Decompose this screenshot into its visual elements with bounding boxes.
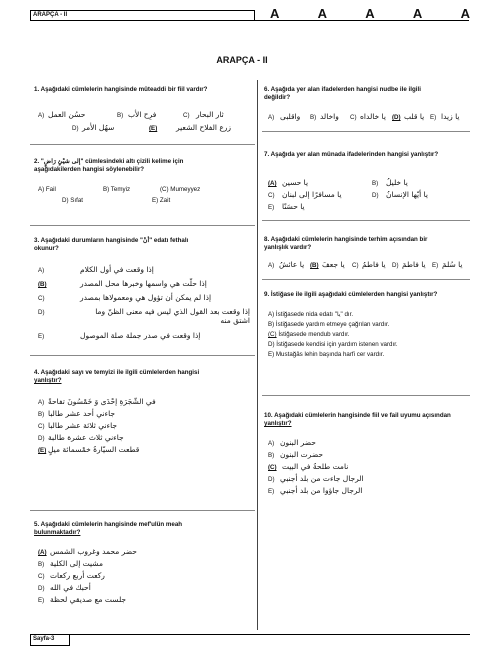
answer-letter-row <box>270 6 470 21</box>
option-label: C) <box>352 262 359 269</box>
question-4-text <box>34 369 199 385</box>
option-text: حضرت البنون <box>280 450 324 459</box>
question-divider <box>30 355 255 356</box>
option-label: C) <box>268 192 275 199</box>
question-8-line1: 8. Aşağıdaki cümlelerin hangisinde terhim açısından bir <box>264 236 428 243</box>
option-label: E) <box>268 488 275 495</box>
option-text: D) İstiğasede kendisi için yardım istenen vardır. <box>268 341 398 348</box>
option-text: زرع الفلاح الشعير <box>176 123 232 132</box>
option-text: A) İstiğasede nida edatı "يا" dır. <box>268 311 354 318</box>
question-5-line1: 5. Aşağıdaki cümlelerin hangisinde mef'ulün meah <box>34 521 183 528</box>
option-label: E) <box>38 333 45 340</box>
option-text: يا مسافرًا إلى لبنان <box>282 190 342 199</box>
option-label: E) <box>430 114 437 121</box>
question-divider <box>30 225 255 226</box>
option-text: ركعت أربع ركعات <box>50 571 105 580</box>
question-5-text <box>34 521 182 537</box>
option-text: إذا لم يمكن أن تؤول هي ومعمولاها بمصدر <box>80 293 212 302</box>
option-label: D) <box>372 192 379 199</box>
question-divider <box>30 510 255 511</box>
question-divider <box>30 144 255 145</box>
option-text: A) Fail <box>38 186 56 193</box>
answer-letter: A <box>460 6 470 21</box>
question-6-text <box>264 86 421 102</box>
option-label-correct: (D) <box>392 114 401 121</box>
footer-rule <box>30 634 470 646</box>
option-label: B) <box>310 114 317 121</box>
option-label: D) <box>38 309 45 316</box>
question-8-text <box>264 236 427 252</box>
option-text: جلست مع صديقي لحظة <box>50 595 127 604</box>
option-text: يا عائشُ <box>279 260 305 269</box>
question-divider <box>262 279 470 280</box>
option-text: يا خالداه <box>360 112 386 121</box>
option-text: يا حسين <box>282 178 309 187</box>
option-text: مشيت إلى الكلية <box>50 559 104 568</box>
question-divider <box>262 395 470 396</box>
option-label: B) <box>38 411 45 418</box>
option-text: إذا وقعت بعد القول الذي ليس فيه معنى الظنّ وما اشتق منه <box>95 307 250 325</box>
option-text: قطعت السيّارةُ خمْسمائة ميلٍ <box>48 445 140 454</box>
page-title: ARAPÇA - II <box>216 55 268 65</box>
option-line <box>268 331 350 338</box>
option-label: E) <box>38 597 45 604</box>
option-text: سهُل الأمر <box>82 123 115 132</box>
option-label: B) <box>268 452 275 459</box>
option-label: B) <box>117 112 124 119</box>
option-label-correct: (C) <box>268 331 277 338</box>
question-1-text: 1. Aşağıdaki cümlelerin hangisinde müteaddi bir fiil vardır? <box>34 86 208 93</box>
option-text: جاءني ثلاثة عشر طالبا <box>48 421 118 430</box>
option-label: A) <box>268 114 275 121</box>
option-text: يا قلب <box>404 112 425 121</box>
option-label: C) <box>38 295 45 302</box>
question-divider <box>262 131 470 132</box>
option-label: A) <box>38 399 45 406</box>
option-label-correct: (B) <box>38 281 47 288</box>
option-text: E) Zait <box>152 197 171 204</box>
question-8-line2: yanlışlık vardır? <box>264 244 312 251</box>
option-text: واقلبى <box>280 112 301 121</box>
option-text: إذا وقعت في أول الكلام <box>80 265 154 274</box>
answer-letter: A <box>412 6 423 21</box>
option-text: يا فاطمُ <box>362 260 386 269</box>
option-label: D) <box>38 585 45 592</box>
option-text: يا حسَنًا <box>282 202 305 211</box>
question-6-line2: değildir? <box>264 94 291 101</box>
option-text: E) Mustağâs lehin başında harfi cer vardır. <box>268 351 385 358</box>
option-text: يا زيدا <box>441 112 460 121</box>
option-label-correct: (A) <box>38 549 47 556</box>
answer-letter: A <box>317 6 328 21</box>
question-divider <box>262 220 470 221</box>
option-label: E) <box>432 262 439 269</box>
option-label-correct: (E) <box>149 125 158 132</box>
option-text: يا جعفَ <box>322 260 345 269</box>
answer-letter: A <box>365 6 375 21</box>
question-5-line2: bulunmaktadır? <box>34 529 81 536</box>
question-10-text <box>264 412 451 428</box>
column-divider <box>257 80 258 630</box>
header-course: ARAPÇA - II <box>33 12 68 18</box>
option-label-correct: (E) <box>38 447 47 454</box>
question-2-text <box>34 158 183 174</box>
header-rule <box>255 20 469 21</box>
option-text: حضر محمد وغروب الشمس <box>50 547 137 556</box>
option-label-correct: (B) <box>310 262 319 269</box>
option-text: واخالد <box>320 112 339 121</box>
option-label: C) <box>38 573 45 580</box>
question-6-line1: 6. Aşağıda yer alan ifadelerden hangisi nudbe ile ilgili <box>264 86 421 93</box>
option-text: إذا حلّت هي واسمها وخبرها محل المصدر <box>80 279 207 288</box>
option-label: C) <box>183 112 190 119</box>
option-text: يا أيّها الإنسانُ <box>386 190 428 199</box>
question-2-line1: 2. "إلى شيْئٍ رَاضٍ" cümlesindeki altı çizili kelime için <box>34 158 184 165</box>
question-3-line1: 3. Aşağıdaki durumların hangisinde "أنْ" edatı fethalı <box>34 237 189 244</box>
option-label: A) <box>268 440 275 447</box>
option-label-correct: (A) <box>268 180 277 187</box>
option-text: يا خليلُ <box>386 178 408 187</box>
option-label: A) <box>38 267 45 274</box>
option-text: إذا وقعت في صدر جملة صلة الموصول <box>80 331 201 340</box>
option-label: D) <box>38 435 45 442</box>
option-label: C) <box>350 114 357 121</box>
question-4-line1: 4. Aşağıdaki sayı ve temyizi ile ilgili cümlelerden hangisi <box>34 369 200 376</box>
option-label-correct: (C) <box>268 464 277 471</box>
option-text: B) Temyiz <box>103 186 131 193</box>
option-label: E) <box>268 204 275 211</box>
option-text: جاءني أحد عشر طالبا <box>48 409 115 418</box>
page-number: Sayfa-3 <box>33 636 55 642</box>
option-text: الرجال جاءت من بلد أجنبي <box>280 474 364 483</box>
option-label: B) <box>372 180 379 187</box>
option-label: C) <box>38 423 45 430</box>
question-10-line2: yanlıştır? <box>264 420 292 427</box>
question-3-line2: okunur? <box>34 245 59 252</box>
option-text-correct: (C) Mumeyyez <box>160 186 201 193</box>
question-9-text: 9. İstiğase ile ilgili aşağıdaki cümlelerden hangisi yanlıştır? <box>264 291 438 298</box>
option-text: يا سُلمَ <box>442 260 463 269</box>
option-text: B) İstiğasede yardım etmeye çağrılan vardır. <box>268 321 390 328</box>
question-10-line1: 10. Aşağıdaki cümlelerin hangisinde fiil ve fail uyumu açısından <box>264 412 451 419</box>
option-text: D) Sıfat <box>62 197 83 204</box>
option-label: A) <box>268 262 275 269</box>
question-7-text: 7. Aşağıda yer alan münada ifadelerinden hangisi yanlıştır? <box>264 151 439 158</box>
question-4-line2: yanlıştır? <box>34 377 62 384</box>
option-text: الرجال جاؤوا من بلد أجنبي <box>280 486 363 495</box>
option-label: D) <box>268 476 275 483</box>
option-text: ثار البحار <box>196 110 224 119</box>
option-label: B) <box>38 561 45 568</box>
option-text: جاءني ثلاث عشرة طالبة <box>48 433 124 442</box>
option-text: أحبك في الله <box>50 583 91 592</box>
question-2-line2: aşağıdakilerden hangisi söylenebilir? <box>34 166 145 173</box>
answer-letter: A <box>270 6 280 21</box>
option-text: حضر البنون <box>280 438 316 447</box>
option-text: فرِح الأب <box>128 110 157 119</box>
option-label: A) <box>38 112 45 119</box>
option-text: يا فاطمَ <box>402 260 426 269</box>
option-text: حسُن العمل <box>48 110 86 119</box>
option-text: نامت طلحةُ في البيت <box>282 462 349 471</box>
option-text: İstiğasede mendub vardır. <box>276 331 350 338</box>
question-3-text <box>34 237 188 253</box>
option-label: D) <box>392 262 399 269</box>
option-label: D) <box>72 125 79 132</box>
option-text: في الشّجَرَةِ إحْدَى وَ خَمْسُونَ تفاحةً <box>48 397 156 406</box>
